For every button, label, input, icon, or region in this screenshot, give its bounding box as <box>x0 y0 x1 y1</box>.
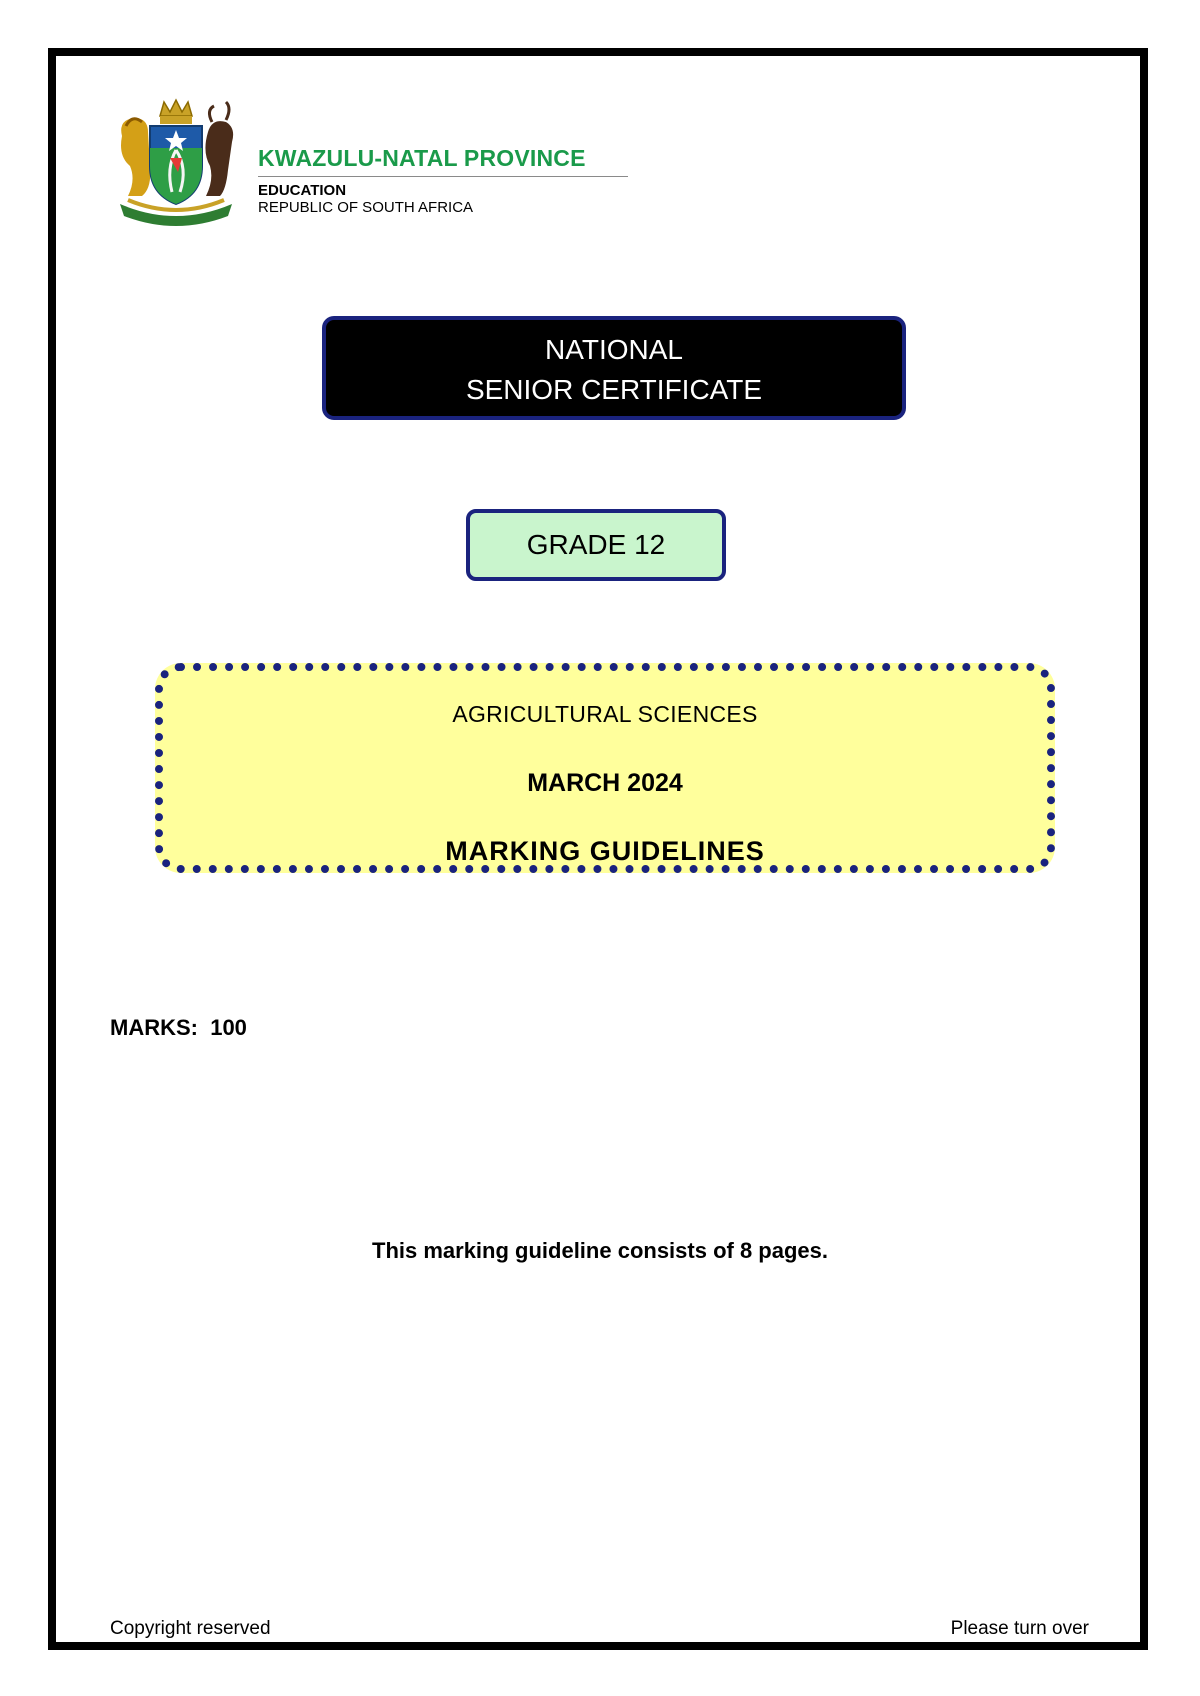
certificate-banner <box>322 316 906 420</box>
certificate-line-1: NATIONAL <box>545 334 683 365</box>
subject-name: AGRICULTURAL SCIENCES <box>452 701 758 727</box>
footer-turn-over: Please turn over <box>950 1618 1089 1639</box>
organization-header <box>258 145 628 216</box>
document-type: MARKING GUIDELINES <box>445 836 765 866</box>
exam-date: MARCH 2024 <box>527 769 683 797</box>
province-name: KWAZULU-NATAL PROVINCE <box>258 145 628 177</box>
page-count-note: This marking guideline consists of 8 pages. <box>372 1238 828 1263</box>
grade-badge: GRADE 12 <box>466 509 726 581</box>
subject-panel <box>155 663 1055 873</box>
coat-of-arms-icon <box>108 96 244 228</box>
department-name: EDUCATION <box>258 182 347 199</box>
footer-copyright: Copyright reserved <box>110 1618 271 1639</box>
total-marks: MARKS: 100 <box>110 1015 247 1040</box>
country-name: REPUBLIC OF SOUTH AFRICA <box>258 199 474 216</box>
certificate-line-2: SENIOR CERTIFICATE <box>465 374 763 405</box>
